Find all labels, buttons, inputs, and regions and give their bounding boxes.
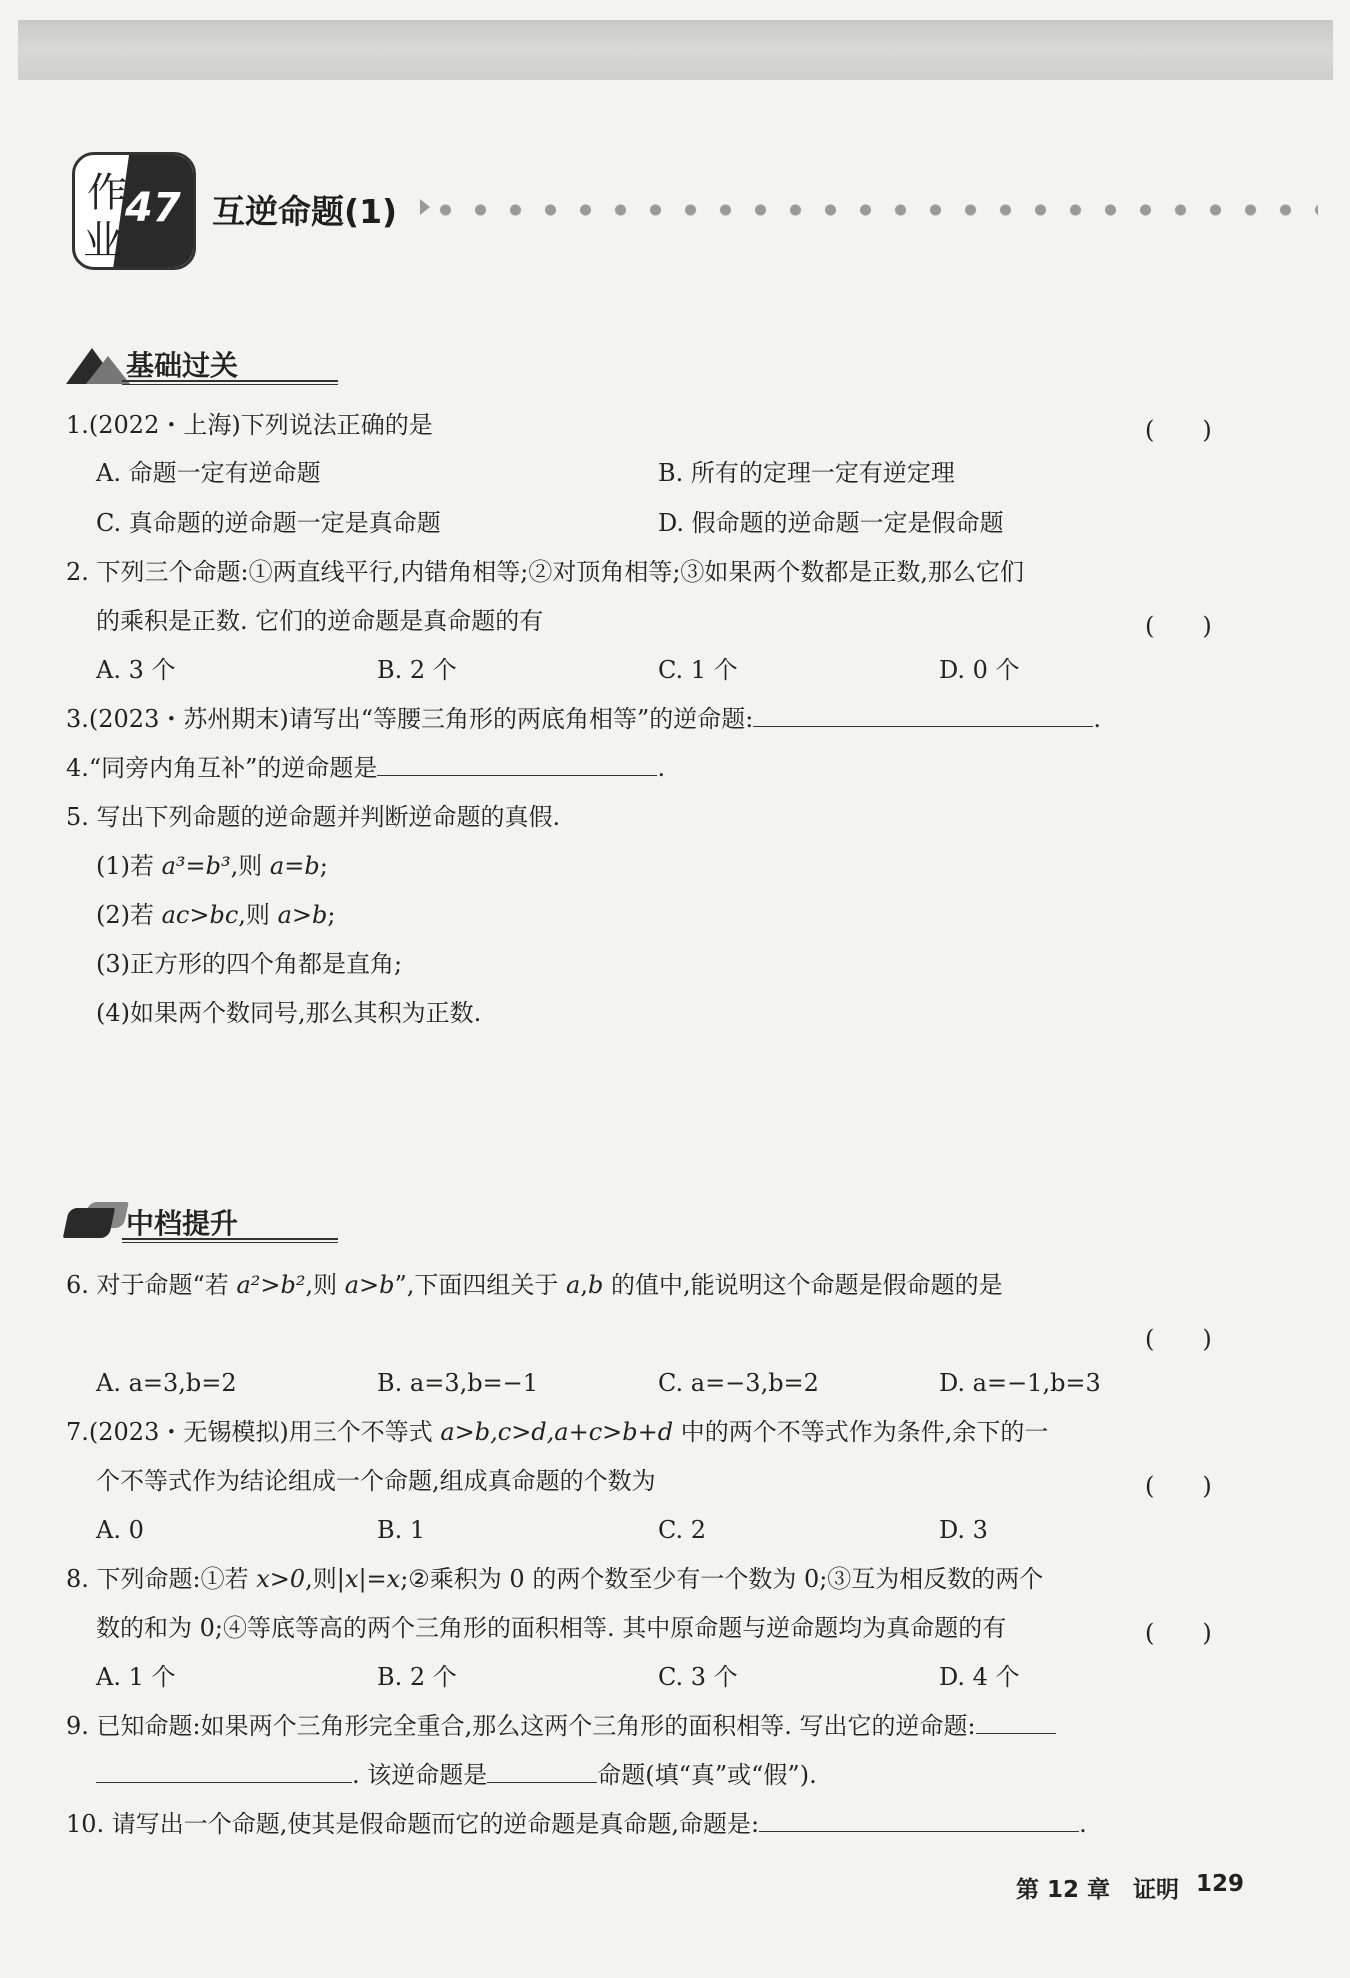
q8-option-b: B. 2 个	[377, 1663, 457, 1691]
q5-part4: (4)如果两个数同号,那么其积为正数.	[96, 999, 482, 1027]
q4-end: .	[657, 754, 666, 782]
q2-answer-paren[interactable]: ( )	[1145, 612, 1212, 640]
q8-text2: ,则|	[305, 1565, 345, 1593]
q6-answer-paren[interactable]: ( )	[1145, 1325, 1212, 1353]
page-number: 129	[1196, 1871, 1245, 1897]
q2-option-c: C. 1 个	[658, 656, 738, 684]
q5-p1-math: a³=b³	[161, 852, 231, 880]
q6-text1: 6. 对于命题“若	[66, 1271, 237, 1299]
badge-label-bottom: 业	[83, 218, 123, 264]
q9-answer-blank-1[interactable]	[976, 1711, 1056, 1734]
q8-line2: 数的和为 0;④等底等高的两个三角形的面积相等. 其中原命题与逆命题均为真命题的有	[96, 1614, 1007, 1642]
block-icon	[63, 1208, 115, 1238]
q1-option-d: D. 假命题的逆命题一定是假命题	[658, 509, 1004, 537]
q9-line2	[96, 1760, 817, 1790]
q6-var-b: b	[588, 1271, 604, 1299]
q2-line2: 的乘积是正数. 它们的逆命题是真命题的有	[96, 607, 544, 635]
q8-var-x2: x	[386, 1565, 401, 1593]
q5-p2-math: ac>bc	[161, 901, 239, 929]
q9-answer-blank-3[interactable]	[487, 1760, 597, 1783]
q6-option-a: A. a=3,b=2	[96, 1369, 237, 1397]
q1-option-a: A. 命题一定有逆命题	[96, 459, 321, 487]
q5-part3: (3)正方形的四个角都是直角;	[96, 950, 403, 978]
q10-line	[66, 1809, 1087, 1839]
q8-var-x1: x	[344, 1565, 359, 1593]
q7-math: a>b,c>d,a+c>b+d	[440, 1418, 674, 1446]
q10-text: 10. 请写出一个命题,使其是假命题而它的逆命题是真命题,命题是:	[66, 1810, 760, 1838]
q9-answer-blank-2[interactable]	[96, 1760, 352, 1783]
q4-line	[66, 753, 665, 783]
q9-text2: . 该逆命题是	[352, 1761, 488, 1789]
q3-text: 3.(2023・苏州期末)请写出“等腰三角形的两底角相等”的逆命题:	[66, 705, 754, 733]
section-basic-title: 基础过关	[126, 349, 239, 382]
q7-option-c: C. 2	[658, 1516, 707, 1544]
q6-stem	[66, 1270, 1003, 1300]
q7-option-d: D. 3	[939, 1516, 988, 1544]
q5-p2-end: ;	[327, 901, 336, 929]
q2-line1: 2. 下列三个命题:①两直线平行,内错角相等;②对顶角相等;③如果两个数都是正数,那么它们	[66, 558, 1025, 586]
section-underline	[122, 1238, 338, 1243]
q9-text3: 命题(填“真”或“假”).	[597, 1761, 817, 1789]
homework-badge	[72, 152, 196, 270]
q1-option-b: B. 所有的定理一定有逆定理	[658, 459, 955, 487]
section-advanced-title: 中档提升	[126, 1207, 239, 1240]
q7-option-a: A. 0	[96, 1516, 144, 1544]
q8-text4: ;②乘积为 0 的两个数至少有一个数为 0;③互为相反数的两个	[400, 1565, 1044, 1593]
q6-math1: a²>b²	[236, 1271, 306, 1299]
q10-end: .	[1079, 1810, 1087, 1838]
q2-option-d: D. 0 个	[939, 656, 1020, 684]
badge-label-top: 作	[87, 170, 127, 216]
q5-part2	[96, 900, 335, 930]
q5-p2-text2: ,则	[238, 901, 278, 929]
q5-p1-text2: ,则	[230, 852, 270, 880]
q7-line1	[66, 1417, 1048, 1447]
q8-text3: |=	[358, 1565, 387, 1593]
q8-option-a: A. 1 个	[96, 1663, 176, 1691]
q5-p2-math2: a>b	[277, 901, 328, 929]
q4-text: 4.“同旁内角互补”的逆命题是	[66, 754, 378, 782]
q7-answer-paren[interactable]: ( )	[1145, 1472, 1212, 1500]
q8-option-c: C. 3 个	[658, 1663, 738, 1691]
top-gray-band	[18, 20, 1333, 80]
q5-p1-text: (1)若	[96, 852, 162, 880]
badge-number: 47	[125, 185, 181, 231]
q5-stem: 5. 写出下列命题的逆命题并判断逆命题的真假.	[66, 803, 561, 831]
q5-p1-math2: a=b	[269, 852, 320, 880]
q6-text3: ”,下面四组关于	[394, 1271, 567, 1299]
q6-var-a: a	[566, 1271, 581, 1299]
q8-text1: 8. 下列命题:①若	[66, 1565, 257, 1593]
q6-text4: 的值中,能说明这个命题是假命题的是	[603, 1271, 1003, 1299]
q7-text2: 中的两个不等式作为条件,余下的一	[673, 1418, 1049, 1446]
q3-end: .	[1093, 705, 1101, 733]
q10-answer-blank[interactable]	[759, 1809, 1079, 1832]
q1-option-c: C. 真命题的逆命题一定是真命题	[96, 509, 441, 537]
q8-line1	[66, 1564, 1043, 1594]
q6-comma: ,	[580, 1271, 588, 1299]
q9-line1	[66, 1711, 1056, 1741]
q5-p1-end: ;	[319, 852, 328, 880]
q6-math2: a>b	[344, 1271, 395, 1299]
q5-p2-text: (2)若	[96, 901, 162, 929]
footer-chapter: 第 12 章 证明	[1016, 1877, 1180, 1903]
q2-option-a: A. 3 个	[96, 656, 176, 684]
q8-answer-paren[interactable]: ( )	[1145, 1619, 1212, 1647]
q8-math1: x>0	[256, 1565, 306, 1593]
page-title: 互逆命题(1)	[212, 192, 398, 231]
q6-option-d: D. a=−1,b=3	[939, 1369, 1101, 1397]
q3-answer-blank[interactable]	[753, 704, 1093, 727]
dotted-divider	[428, 200, 1318, 220]
q7-line2: 个不等式作为结论组成一个命题,组成真命题的个数为	[96, 1467, 656, 1495]
q1-answer-paren[interactable]: ( )	[1145, 416, 1212, 444]
q5-part1	[96, 851, 328, 881]
q6-option-b: B. a=3,b=−1	[377, 1369, 539, 1397]
q1-stem: 1.(2022・上海)下列说法正确的是	[66, 411, 433, 439]
q6-option-c: C. a=−3,b=2	[658, 1369, 819, 1397]
q3-line	[66, 704, 1101, 734]
q8-option-d: D. 4 个	[939, 1663, 1020, 1691]
q2-option-b: B. 2 个	[377, 656, 457, 684]
section-underline	[122, 380, 338, 385]
q4-answer-blank[interactable]	[377, 753, 657, 776]
q6-text2: ,则	[305, 1271, 345, 1299]
q7-text1: 7.(2023・无锡模拟)用三个不等式	[66, 1418, 441, 1446]
q9-text1: 9. 已知命题:如果两个三角形完全重合,那么这两个三角形的面积相等. 写出它的逆命题:	[66, 1712, 976, 1740]
q7-option-b: B. 1	[377, 1516, 426, 1544]
